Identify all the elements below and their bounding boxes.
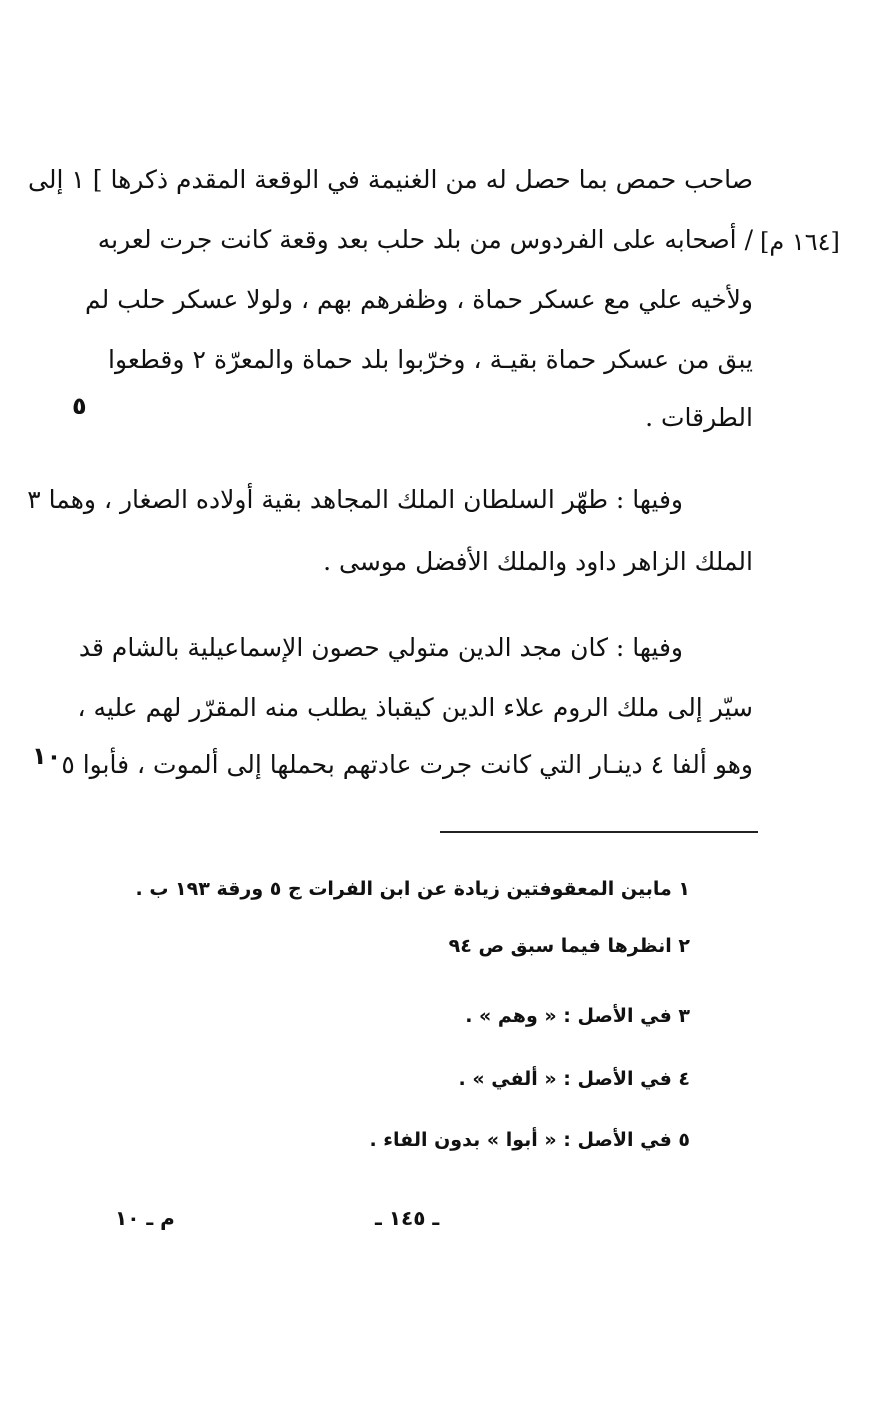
body-line-1: صاحب حمص بما حصل له من الغنيمة في الوقعة المقدم ذكرها ] ١ إلى (28, 165, 753, 194)
body-line-8: وفيها : كان مجد الدين متولي حصون الإسماعيلية بالشام قد (78, 633, 683, 662)
footnote-2: ٢ انظرها فيما سبق ص ٩٤ (448, 935, 690, 957)
body-line-7: الملك الزاهر داود والملك الأفضل موسى . (323, 547, 753, 576)
signature-mark: م ـ ١٠ (115, 1206, 175, 1230)
footnote-4: ٤ في الأصل : « ألفي » . (458, 1068, 690, 1090)
body-line-5: الطرقات . (645, 403, 753, 432)
footnote-1: ١ مابين المعقوفتين زيادة عن ابن الفرات ج ٥ ورقة ١٩٣ ب . (135, 878, 690, 900)
body-line-6: وفيها : طهّر السلطان الملك المجاهد بقية أولاده الصغار ، وهما ٣ (27, 485, 683, 514)
body-line-3: ولأخيه علي مع عسكر حماة ، وظفرهم بهم ، ولولا عسكر حلب لم (85, 285, 753, 314)
folio-marker: [١٦٤ م] (760, 228, 840, 256)
footnote-3: ٣ في الأصل : « وهم » . (465, 1005, 690, 1027)
margin-line-number-5: ٥ (72, 392, 87, 420)
page-number: ـ ١٤٥ ـ (375, 1206, 440, 1230)
body-line-4: يبق من عسكر حماة بقيـة ، وخرّبوا بلد حماة والمعرّة ٢ وقطعوا (108, 345, 753, 374)
footnote-separator (440, 831, 758, 833)
footnote-5: ٥ في الأصل : « أبوا » بدون الفاء . (369, 1129, 690, 1151)
body-line-9: سيّر إلى ملك الروم علاء الدين كيقباذ يطلب منه المقرّر لهم عليه ، (77, 693, 753, 722)
margin-line-number-10: ١٠ (32, 742, 62, 770)
body-line-10: وهو ألفا ٤ دينـار التي كانت جرت عادتهم بحملها إلى ألموت ، فأبوا ٥ (61, 750, 753, 779)
body-line-2: / أصحابه على الفردوس من بلد حلب بعد وقعة كانت جرت لعربه (97, 225, 753, 254)
